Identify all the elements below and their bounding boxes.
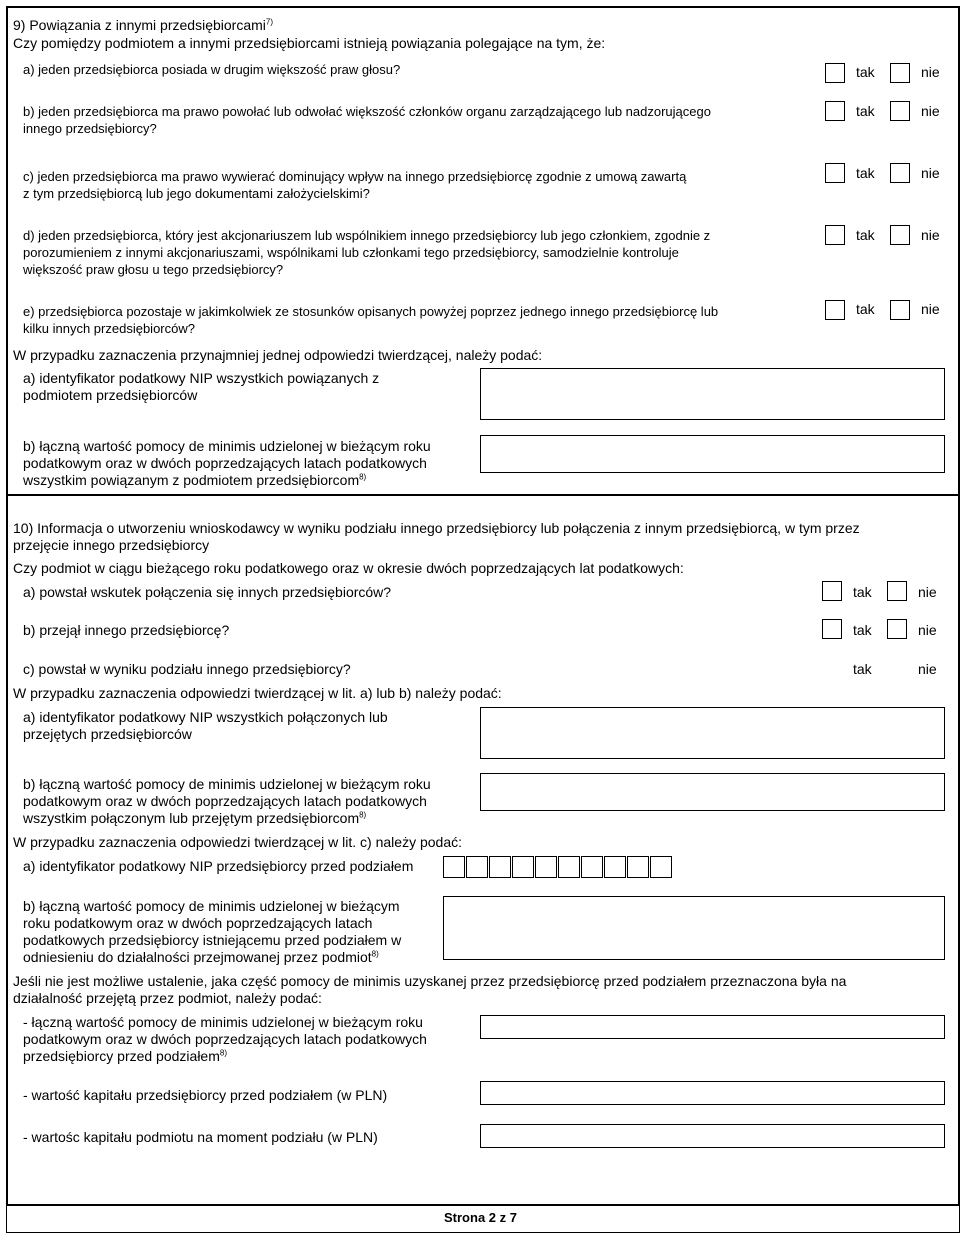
s10-u-value-input[interactable] xyxy=(480,1015,945,1039)
nip-digit-cell[interactable] xyxy=(512,856,534,878)
s10-item-c-text: c) powstał w wyniku podziału innego przedsiębiorcy? xyxy=(23,661,351,677)
s9-b-no-checkbox[interactable] xyxy=(890,101,910,121)
s9-field-b-label-3: wszystkim powiązanym z podmiotem przedsiębiorcom$^{8)}$ xyxy=(23,472,367,488)
s9-item-c-text-2: z tym przedsiębiorcą lub jego dokumentami założycielskimi? xyxy=(23,186,370,201)
s10-u-capital-moment-input[interactable] xyxy=(480,1124,945,1148)
s10-a-no-label: nie xyxy=(918,584,937,600)
s9-item-e-text-2: kilku innych przedsiębiorców? xyxy=(23,321,195,336)
s9-a-yes-label: tak xyxy=(856,64,875,80)
s10-item-b-text: b) przejął innego przedsiębiorcę? xyxy=(23,622,230,638)
s10-ab-value-input[interactable] xyxy=(480,773,945,811)
nip-digit-cell[interactable] xyxy=(443,856,465,878)
s10-b-yes-label: tak xyxy=(853,622,872,638)
section-9-question: Czy pomiędzy podmiotem a innymi przedsiębiorcami istnieją powiązania polegające na tym, że: xyxy=(13,35,606,51)
s9-if-yes-instruction: W przypadku zaznaczenia przynajmniej jednej odpowiedzi twierdzącej, należy podać: xyxy=(13,347,543,363)
nip-digit-cell[interactable] xyxy=(581,856,603,878)
section-10-question: Czy podmiot w ciągu bieżącego roku podatkowego oraz w okresie dwóch poprzedzających lat podatkowych: xyxy=(13,560,684,576)
nip-digit-cell[interactable] xyxy=(489,856,511,878)
s10-c-value-input[interactable] xyxy=(443,896,945,960)
s9-field-a-label-2: podmiotem przedsiębiorców xyxy=(23,387,198,403)
s9-item-b-text-2: innego przedsiębiorcy? xyxy=(23,121,157,136)
s9-field-a-label-1: a) identyfikator podatkowy NIP wszystkich powiązanych z xyxy=(23,370,380,386)
s9-c-no-label: nie xyxy=(921,165,940,181)
s9-a-no-label: nie xyxy=(921,64,940,80)
s10-ab-field-b-label-3: wszystkim połączonym lub przejętym przedsiębiorcom$^{8)}$ xyxy=(23,810,367,826)
s9-c-no-checkbox[interactable] xyxy=(890,163,910,183)
s9-b-no-label: nie xyxy=(921,103,940,119)
s9-a-no-checkbox[interactable] xyxy=(890,63,910,83)
s10-item-a-text: a) powstał wskutek połączenia się innych przedsiębiorców? xyxy=(23,584,392,600)
nip-digit-cell[interactable] xyxy=(558,856,580,878)
s10-u-field-1-label-3: przedsiębiorcy przed podziałem$^{8)}$ xyxy=(23,1048,227,1064)
s9-d-no-label: nie xyxy=(921,227,940,243)
s10-if-c-instruction: W przypadku zaznaczenia odpowiedzi twierdzącej w lit. c) należy podać: xyxy=(13,834,462,850)
s9-d-no-checkbox[interactable] xyxy=(890,225,910,245)
s9-item-e-text-1: e) przedsiębiorca pozostaje w jakimkolwiek ze stosunków opisanych powyżej poprzez jednego innego przedsiębiorcę lub xyxy=(23,304,719,319)
page-number: Strona 2 z 7 xyxy=(444,1210,517,1225)
s10-if-ab-instruction: W przypadku zaznaczenia odpowiedzi twierdzącej w lit. a) lub b) należy podać: xyxy=(13,685,502,701)
s9-item-d-text-2: porozumieniem z innymi akcjonariuszami, wspólnikami lub członkami tego przedsiębiorcy, samodzielnie kontroluje xyxy=(23,245,679,260)
s10-ab-field-b-label-1: b) łączną wartość pomocy de minimis udzielonej w bieżącym roku xyxy=(23,776,431,792)
s9-item-b-text-1: b) jeden przedsiębiorca ma prawo powołać lub odwołać większość członków organu zarządzającego lub nadzorującego xyxy=(23,104,711,119)
s10-a-no-checkbox[interactable] xyxy=(887,581,907,601)
s10-c-field-b-label-1: b) łączną wartość pomocy de minimis udzielonej w bieżącym xyxy=(23,898,400,914)
s9-item-d-text-3: większość praw głosu u tego przedsiębiorcy? xyxy=(23,262,284,277)
s9-item-c-text-1: c) jeden przedsiębiorca ma prawo wywierać dominujący wpływ na innego przedsiębiorcę zgodnie z umową zawartą xyxy=(23,169,687,184)
s9-e-no-checkbox[interactable] xyxy=(890,300,910,320)
s9-d-yes-checkbox[interactable] xyxy=(825,225,845,245)
s9-e-yes-label: tak xyxy=(856,301,875,317)
s10-ab-field-b-label-2: podatkowym oraz w dwóch poprzedzających latach podatkowych xyxy=(23,793,427,809)
s10-if-unknown-2: działalność przejętą przez podmiot, należy podać: xyxy=(13,990,322,1006)
s10-ab-nip-input[interactable] xyxy=(480,707,945,759)
nip-digit-cell[interactable] xyxy=(604,856,626,878)
nip-digit-cell[interactable] xyxy=(627,856,649,878)
s9-e-no-label: nie xyxy=(921,301,940,317)
s10-c-field-a-label: a) identyfikator podatkowy NIP przedsiębiorcy przed podziałem xyxy=(23,858,414,874)
s9-item-d-text-1: d) jeden przedsiębiorca, który jest akcjonariuszem lub wspólnikiem innego przedsiębiorcy lub jego członkiem, zgodnie z xyxy=(23,228,711,243)
s10-c-field-b-label-3: podatkowych przedsiębiorcy istniejącemu przed podziałem w xyxy=(23,932,402,948)
s10-b-yes-checkbox[interactable] xyxy=(822,619,842,639)
s10-if-unknown-1: Jeśli nie jest możliwe ustalenie, jaka część pomocy de minimis uzyskanej przez przedsiębiorcę przed podziałem przeznaczona była na xyxy=(13,973,847,989)
s10-a-yes-checkbox[interactable] xyxy=(822,581,842,601)
section-9-title: 9) Powiązania z innymi przedsiębiorcami$^{7)}$ xyxy=(13,17,274,33)
section-10-title-1: 10) Informacja o utworzeniu wnioskodawcy w wyniku podziału innego przedsiębiorcy lub połączenia z innym przedsiębiorcą, w tym przez xyxy=(13,520,860,536)
s10-c-field-b-label-4: odniesieniu do działalności przejmowanej przez podmiot$^{8)}$ xyxy=(23,949,379,965)
s10-c-yes-label: tak xyxy=(853,661,872,677)
s9-field-b-label-2: podatkowym oraz w dwóch poprzedzających latach podatkowych xyxy=(23,455,427,471)
s10-c-no-label: nie xyxy=(918,661,937,677)
s9-a-yes-checkbox[interactable] xyxy=(825,63,845,83)
nip-digit-cell[interactable] xyxy=(466,856,488,878)
s10-u-field-1-label-1: - łączną wartość pomocy de minimis udzielonej w bieżącym roku xyxy=(23,1014,423,1030)
s10-ab-field-a-label-2: przejętych przedsiębiorców xyxy=(23,726,192,742)
s10-u-field-1-label-2: podatkowym oraz w dwóch poprzedzających latach podatkowych xyxy=(23,1031,427,1047)
s9-nip-input[interactable] xyxy=(480,368,945,420)
s9-field-b-label-1: b) łączną wartość pomocy de minimis udzielonej w bieżącym roku xyxy=(23,438,431,454)
s10-ab-field-a-label-1: a) identyfikator podatkowy NIP wszystkich połączonych lub xyxy=(23,709,388,725)
nip-digit-cell[interactable] xyxy=(535,856,557,878)
s9-e-yes-checkbox[interactable] xyxy=(825,300,845,320)
s9-value-input[interactable] xyxy=(480,435,945,473)
s9-b-yes-label: tak xyxy=(856,103,875,119)
s9-c-yes-label: tak xyxy=(856,165,875,181)
s10-b-no-checkbox[interactable] xyxy=(887,619,907,639)
nip-digit-cell[interactable] xyxy=(650,856,672,878)
s9-b-yes-checkbox[interactable] xyxy=(825,101,845,121)
s10-c-field-b-label-2: roku podatkowym oraz w dwóch poprzedzających latach xyxy=(23,915,373,931)
s10-u-capital-before-input[interactable] xyxy=(480,1081,945,1105)
section-10-title-2: przejęcie innego przedsiębiorcy xyxy=(13,537,210,553)
s10-u-field-2-label: - wartość kapitału przedsiębiorcy przed podziałem (w PLN) xyxy=(23,1087,388,1103)
s9-d-yes-label: tak xyxy=(856,227,875,243)
s10-u-field-3-label: - wartośc kapitału podmiotu na moment podziału (w PLN) xyxy=(23,1129,378,1145)
s10-b-no-label: nie xyxy=(918,622,937,638)
s9-c-yes-checkbox[interactable] xyxy=(825,163,845,183)
s9-item-a-text: a) jeden przedsiębiorca posiada w drugim większość praw głosu? xyxy=(23,62,401,77)
s10-a-yes-label: tak xyxy=(853,584,872,600)
